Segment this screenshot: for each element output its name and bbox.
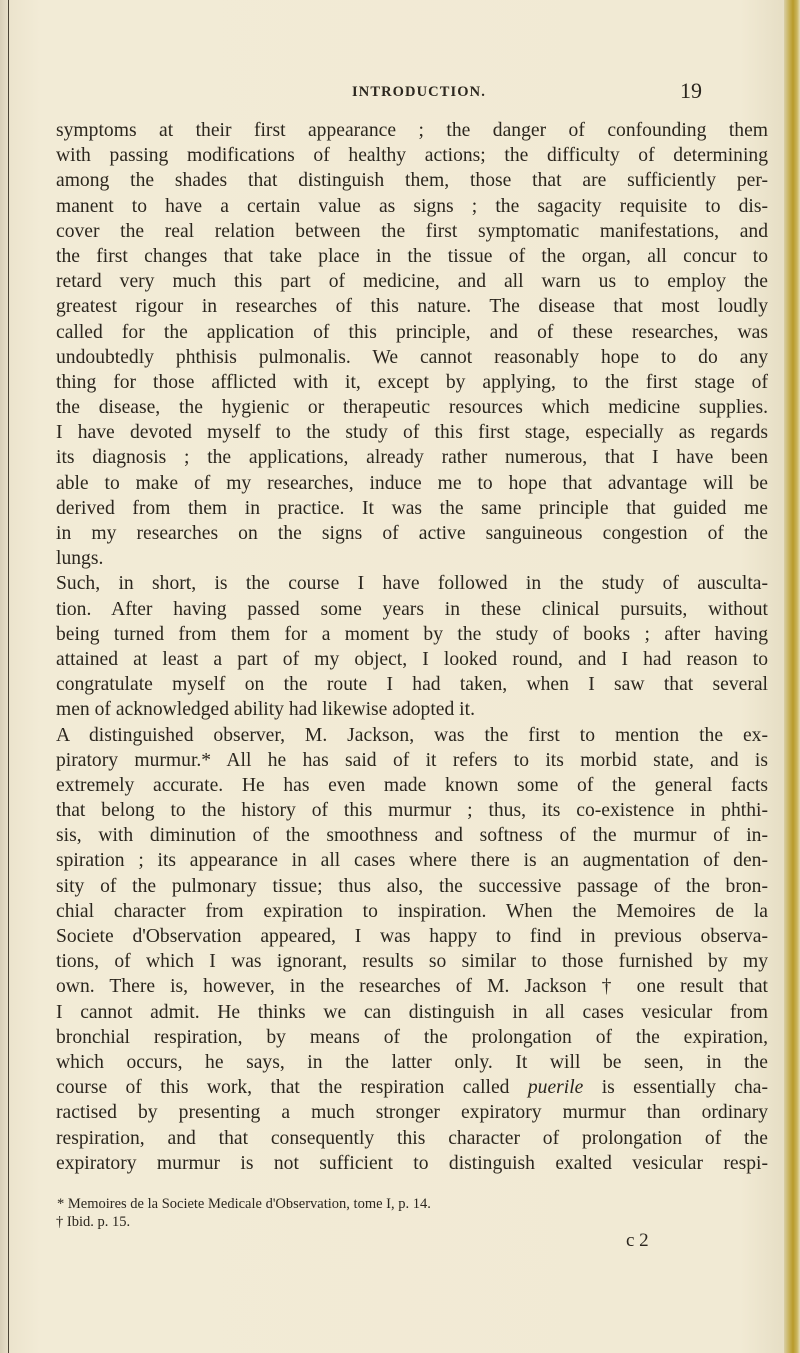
- text-line: sis, with diminution of the smoothness and softness of the murmur of in-: [56, 825, 768, 847]
- footnote: † Ibid. p. 15.: [56, 1214, 131, 1230]
- text-line: manent to have a certain value as signs ; the sagacity requisite to dis-: [56, 195, 768, 217]
- text-line: congratulate myself on the route I had taken, when I saw that several: [56, 674, 768, 696]
- text-line: Such, in short, is the course I have followed in the study of ausculta-: [56, 573, 768, 595]
- text-line: the disease, the hygienic or therapeutic resources which medicine supplies.: [56, 397, 768, 419]
- text-line: ractised by presenting a much stronger expiratory murmur than ordinary: [56, 1102, 768, 1124]
- text-line: which occurs, he says, in the latter only. It will be seen, in the: [56, 1051, 768, 1073]
- text-line: retard very much this part of medicine, and all warn us to employ the: [56, 271, 768, 293]
- text-line: greatest rigour in researches of this nature. The disease that most loudly: [56, 296, 768, 318]
- text-line: thing for those afflicted with it, except by applying, to the first stage of: [56, 371, 768, 393]
- text-line: bronchial respiration, by means of the prolongation of the expiration,: [56, 1026, 768, 1048]
- text-line: course of this work, that the respiration called puerile is essentially cha-: [56, 1077, 768, 1099]
- signature-mark: c 2: [626, 1230, 649, 1251]
- footnotes: [56, 1195, 768, 1231]
- text-line: being turned from them for a moment by the study of books ; after having: [56, 623, 768, 645]
- text-line: expiratory murmur is not sufficient to distinguish exalted vesicular respi-: [56, 1152, 768, 1174]
- text-line: derived from them in practice. It was the same principle that guided me: [56, 497, 768, 519]
- text-line: cover the real relation between the first symptomatic manifestations, and: [56, 220, 768, 242]
- text-line: respiration, and that consequently this character of prolongation of the: [56, 1127, 768, 1149]
- running-head: INTRODUCTION.: [352, 84, 486, 100]
- text-line: extremely accurate. He has even made known some of the general facts: [56, 774, 768, 796]
- page-number: 19: [680, 78, 702, 103]
- text-line: piratory murmur.* All he has said of it refers to its morbid state, and is: [56, 749, 768, 771]
- text-line: symptoms at their first appearance ; the danger of confounding them: [56, 120, 768, 141]
- text-line: I have devoted myself to the study of this first stage, especially as regards: [56, 422, 768, 444]
- text-line: men of acknowledged ability had likewise adopted it.: [56, 699, 475, 721]
- text-line: called for the application of this principle, and of these researches, was: [56, 321, 768, 343]
- page-left-edge: [8, 0, 9, 1353]
- body-text: [56, 118, 768, 1176]
- text-line: in my researches on the signs of active sanguineous congestion of the: [56, 523, 768, 544]
- text-line: that belong to the history of this murmur ; thus, its co-existence in phthi-: [56, 800, 768, 822]
- text-line: undoubtedly phthisis pulmonalis. We cannot reasonably hope to do any: [56, 346, 768, 368]
- text-line: sity of the pulmonary tissue; thus also, the successive passage of the bron-: [56, 875, 768, 897]
- text-line: I cannot admit. He thinks we can distinguish in all cases vesicular from: [56, 1001, 768, 1023]
- text-line: tion. After having passed some years in these clinical pursuits, without: [56, 598, 768, 620]
- book-spine-edge: [784, 0, 800, 1353]
- italic-term: puerile: [527, 1077, 584, 1099]
- text-line: the first changes that take place in the tissue of the organ, all concur to: [56, 245, 768, 267]
- text-line: lungs.: [56, 548, 104, 570]
- text-line: own. There is, however, in the researches of M. Jackson † one result that: [56, 976, 768, 998]
- text-line: chial character from expiration to inspiration. When the Memoires de la: [56, 900, 768, 922]
- text-line: spiration ; its appearance in all cases where there is an augmentation of den-: [56, 850, 768, 872]
- text-line: Societe d'Observation appeared, I was happy to find in previous observa-: [56, 926, 768, 947]
- footnote: * Memoires de la Societe Medicale d'Observation, tome I, p. 14.: [57, 1196, 431, 1212]
- text-line: able to make of my researches, induce me to hope that advantage will be: [56, 472, 768, 494]
- text-line: attained at least a part of my object, I looked round, and I had reason to: [56, 648, 768, 670]
- text-line: with passing modifications of healthy actions; the difficulty of determining: [56, 145, 768, 167]
- text-line: A distinguished observer, M. Jackson, was the first to mention the ex-: [56, 724, 768, 746]
- page-header: [0, 80, 800, 104]
- text-line: tions, of which I was ignorant, results so similar to those furnished by my: [56, 951, 768, 973]
- text-line: its diagnosis ; the applications, already rather numerous, that I have been: [56, 447, 768, 469]
- text-line: among the shades that distinguish them, those that are sufficiently per-: [56, 170, 768, 192]
